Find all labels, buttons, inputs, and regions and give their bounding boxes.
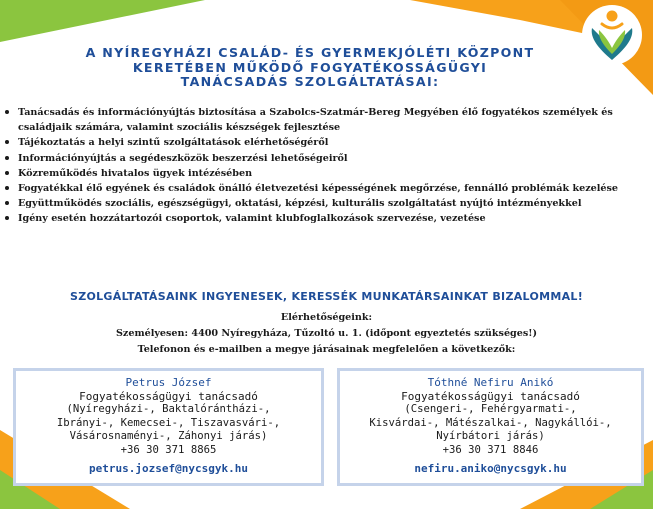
contact-name: Petrus József (125, 376, 212, 389)
list-item: Fogyatékkal élő egyének és családok önálló életvezetési képességének megőrzése, fennálló problémák kezelése (0, 181, 640, 196)
contact-area-line: (Csengeri-, Fehérgyarmati-, (404, 403, 577, 415)
contact-role: Fogyatékosságügyi tanácsadó (401, 389, 580, 403)
top-left-green-shape (0, 0, 205, 42)
contact-card-nefiru (337, 368, 644, 486)
contact-area-line: Vásárosnaményi-, Záhonyi járás) (69, 430, 268, 442)
phone-email-info: Telefonon és e-mailben a megye járásainak megfelelően a következők: (137, 344, 516, 355)
contact-phone[interactable]: +36 30 371 8865 (120, 443, 217, 456)
contact-area-line: (Nyíregyházi-, Baktalórántházi-, (66, 403, 271, 415)
title-line-3: TANÁCSADÁS SZOLGÁLTATÁSAI: (180, 74, 440, 89)
contact-area-line: Kisvárdai-, Mátészalkai-, Nagykállói-, (369, 416, 612, 429)
contact-area-line: Nyírbátori járás) (436, 430, 545, 442)
contact-area-line: Ibrányi-, Kemecsei-, Tiszavasvári-, (56, 416, 281, 429)
title-line-2: KERETÉBEN MŰKÖDŐ FOGYATÉKOSSÁGÜGYI (132, 59, 488, 75)
contact-phone[interactable]: +36 30 371 8846 (442, 443, 539, 456)
list-item: Információnyújtás a segédeszközök beszerzési lehetőségeiről (0, 151, 640, 166)
contact-name: Tóthné Nefiru Anikó (427, 376, 554, 389)
list-item: Tanácsadás és információnyújtás biztosítása a Szabolcs-Szatmár-Bereg Megyében élő fogyatékos személyek és családjaik számára, valamint szociális készségek fejlesztése (0, 105, 640, 135)
availability-heading: Elérhetőségeink: (280, 312, 373, 323)
contact-role: Fogyatékosságügyi tanácsadó (79, 389, 258, 403)
services-list (0, 105, 640, 227)
list-item: Tájékoztatás a helyi szintű szolgáltatások elérhetőségéről (0, 135, 640, 150)
contact-card-petrus (13, 368, 324, 486)
list-item: Igény esetén hozzátartozói csoportok, valamint klubfoglalkozások szervezése, vezetése (0, 211, 640, 226)
free-services-notice: SZOLGÁLTATÁSAINK INGYENESEK, KERESSÉK MUNKATÁRSAINKAT BIZALOMMAL! (69, 290, 584, 303)
contact-email-link[interactable]: petrus.jozsef@nycsgyk.hu (89, 462, 248, 475)
list-item: Együttműködés szociális, egészségügyi, oktatási, képzési, kulturális szolgáltatást nyújtó intézményekkel (0, 196, 640, 211)
in-person-address: Személyesen: 4400 Nyíregyháza, Tűzoltó u. 1. (időpont egyeztetés szükséges!) (115, 328, 538, 339)
list-item: Közreműködés hivatalos ügyek intézésében (0, 166, 640, 181)
contact-email-link[interactable]: nefiru.aniko@nycsgyk.hu (414, 462, 567, 475)
title-line-1: A NYÍREGYHÁZI CSALÁD- ÉS GYERMEKJÓLÉTI KÖZPONT (85, 45, 535, 60)
page-title (20, 46, 600, 90)
